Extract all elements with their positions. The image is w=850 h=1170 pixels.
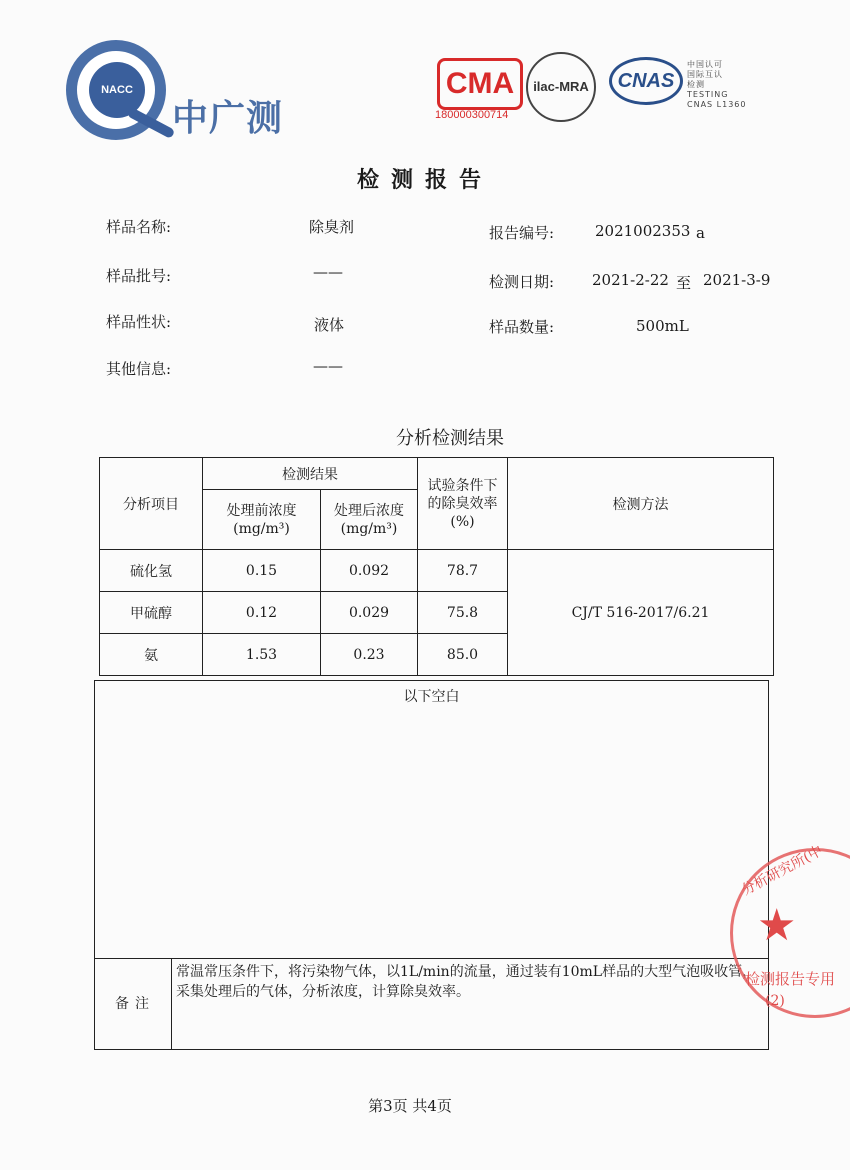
row-method: CJ/T 516-2017/6.21 xyxy=(508,550,774,676)
row-efficiency: 78.7 xyxy=(418,550,508,592)
row-item: 硫化氢 xyxy=(100,550,203,592)
header-before-text: 处理前浓度 xyxy=(226,502,297,519)
property-value: 液体 xyxy=(314,316,345,334)
row-after: 0.23 xyxy=(321,634,418,676)
test-date-to: 2021-3-9 xyxy=(703,271,771,289)
company-brand-name: 中广测 xyxy=(172,98,284,139)
sample-name-value: 除臭剂 xyxy=(309,218,355,236)
other-info-value: —— xyxy=(313,357,343,375)
sample-name-label: 样品名称: xyxy=(106,218,172,236)
row-before: 0.15 xyxy=(203,550,321,592)
batch-label: 样品批号: xyxy=(106,267,172,285)
row-after: 0.092 xyxy=(321,550,418,592)
seal-star-icon: ★ xyxy=(757,900,797,951)
report-number-suffix: a xyxy=(696,224,705,242)
cnas-line: TESTING xyxy=(687,90,729,99)
cnas-caption xyxy=(687,60,746,110)
row-efficiency: 85.0 xyxy=(418,634,508,676)
note-column-divider xyxy=(171,958,172,1050)
page-title: 检测报告 xyxy=(356,167,493,193)
row-item: 氨 xyxy=(100,634,203,676)
note-text: 常温常压条件下，将污染物气体，以1L/min的流量，通过装有10mL样品的大型气泡吸收管，采集处理后的气体，分析浓度，计算除臭效率。 xyxy=(176,964,757,1000)
results-table xyxy=(99,457,774,676)
quantity-value: 500mL xyxy=(636,317,689,335)
property-label: 样品性状: xyxy=(106,313,172,331)
cnas-line: CNAS L1360 xyxy=(687,100,747,109)
header-after-text: 处理后浓度 xyxy=(334,502,404,519)
page-number: 第3页 共4页 xyxy=(368,1097,452,1115)
row-item: 甲硫醇 xyxy=(100,592,203,634)
row-before: 0.12 xyxy=(203,592,321,634)
header-before xyxy=(203,490,321,550)
cma-number: 180000300714 xyxy=(435,109,509,121)
cnas-line: 检测 xyxy=(687,80,705,89)
header-item: 分析项目 xyxy=(100,458,203,550)
company-logo-badge: NACC xyxy=(89,62,145,118)
test-date-from: 2021-2-22 xyxy=(592,271,669,289)
header-method: 检测方法 xyxy=(508,458,774,550)
row-before: 1.53 xyxy=(203,634,321,676)
header-before-unit: (mg/m³) xyxy=(233,520,290,537)
ilac-mra-logo: ilac-MRA xyxy=(526,52,596,122)
cma-logo: CMA xyxy=(437,58,523,110)
cnas-line: 中国认可 xyxy=(687,60,723,69)
blank-marker: 以下空白 xyxy=(403,689,460,705)
batch-value: —— xyxy=(313,263,343,281)
header-results: 检测结果 xyxy=(203,458,418,490)
header-after-unit: (mg/m³) xyxy=(340,520,398,537)
test-date-to-word: 至 xyxy=(676,274,692,292)
cnas-logo: CNAS xyxy=(609,57,683,105)
quantity-label: 样品数量: xyxy=(489,318,555,336)
report-number-value: 2021002353 xyxy=(595,222,691,240)
row-after: 0.029 xyxy=(321,592,418,634)
report-number-label: 报告编号: xyxy=(489,224,555,242)
row-efficiency: 75.8 xyxy=(418,592,508,634)
header-efficiency xyxy=(418,458,508,550)
note-divider xyxy=(94,958,769,959)
seal-top-text: 分析研究所(中 xyxy=(738,842,826,899)
seal-bottom-text: 检测报告专用 xyxy=(745,970,836,988)
other-info-label: 其他信息: xyxy=(106,360,172,378)
seal-number: (2) xyxy=(765,993,785,1009)
cnas-line: 国际互认 xyxy=(687,70,723,79)
table-row xyxy=(100,550,774,592)
test-date-label: 检测日期: xyxy=(489,273,555,291)
header-efficiency-text: 试验条件下的除臭效率 xyxy=(427,477,498,512)
header-after xyxy=(321,490,418,550)
results-title: 分析检测结果 xyxy=(396,428,504,449)
header-efficiency-unit: (%) xyxy=(450,513,475,530)
note-label: 备注 xyxy=(115,996,155,1012)
